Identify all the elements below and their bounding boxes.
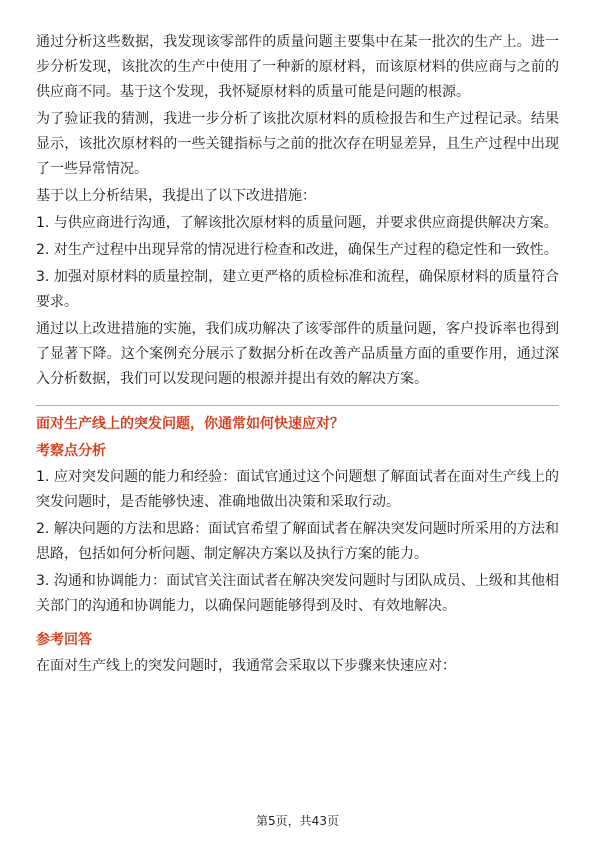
body-paragraph: 通过以上改进措施的实施，我们成功解决了该零部件的质量问题，客户投诉率也得到了显著下降。这个案例充分展示了数据分析在改善产品质量方面的重要作用，通过深入分析数据，我们可以发现问题的根源并提出有效的解决方案。 — [36, 321, 559, 387]
document-page — [36, 30, 559, 681]
body-paragraph: 基于以上分析结果，我提出了以下改进措施： — [36, 188, 316, 204]
body-paragraph: 通过分析这些数据，我发现该零部件的质量问题主要集中在某一批次的生产上。进一步分析发现，该批次的生产中使用了一种新的原材料，而该原材料的供应商与之前的供应商不同。基于这个发现，我怀疑原材料的质量可能是问题的根源。 — [36, 34, 559, 100]
section-divider — [36, 405, 559, 406]
answer-title: 参考回答 — [36, 632, 92, 648]
analysis-title: 考察点分析 — [36, 443, 106, 459]
analysis-item: 3. 沟通和协调能力：面试官关注面试者在解决突发问题时与团队成员、上级和其他相关部门的沟通和协调能力，以确保问题能够得到及时、有效地解决。 — [36, 573, 559, 614]
page-number: 第5页，共43页 — [256, 814, 339, 828]
list-item: 3. 加强对原材料的质量控制，建立更严格的质检标准和流程，确保原材料的质量符合要求。 — [36, 269, 559, 310]
analysis-item: 1. 应对突发问题的能力和经验：面试官通过这个问题想了解面试者在面对生产线上的突发问题时，是否能够快速、准确地做出决策和采取行动。 — [36, 469, 559, 510]
list-item: 2. 对生产过程中出现异常的情况进行检查和改进，确保生产过程的稳定性和一致性。 — [36, 242, 558, 258]
analysis-item: 2. 解决问题的方法和思路：面试官希望了解面试者在解决突发问题时所采用的方法和思路，包括如何分析问题、制定解决方案以及执行方案的能力。 — [36, 521, 559, 562]
question-heading: 面对生产线上的突发问题，你通常如何快速应对？ — [36, 416, 344, 432]
list-item: 1. 与供应商进行沟通，了解该批次原材料的质量问题，并要求供应商提供解决方案。 — [36, 215, 558, 231]
answer-intro: 在面对生产线上的突发问题时，我通常会采取以下步骤来快速应对： — [36, 658, 456, 674]
body-paragraph: 为了验证我的猜测，我进一步分析了该批次原材料的质检报告和生产过程记录。结果显示，该批次原材料的一些关键指标与之前的批次存在明显差异，且生产过程中出现了一些异常情况。 — [36, 111, 559, 177]
